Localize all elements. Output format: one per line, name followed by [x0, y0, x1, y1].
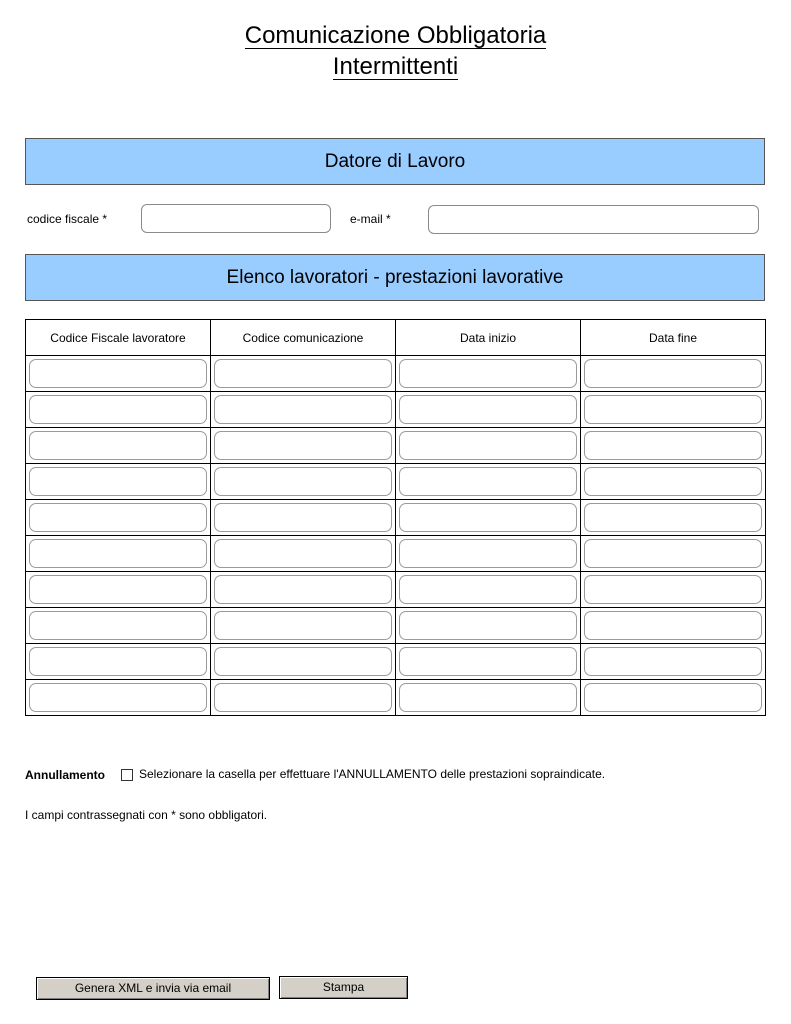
table-cell — [396, 392, 581, 428]
table-row — [26, 356, 766, 392]
start-date-input[interactable] — [399, 431, 577, 460]
table-row — [26, 644, 766, 680]
end-date-input[interactable] — [584, 359, 762, 388]
start-date-input[interactable] — [399, 467, 577, 496]
table-cell — [396, 536, 581, 572]
table-cell — [396, 572, 581, 608]
communication-code-input[interactable] — [214, 467, 392, 496]
communication-code-input[interactable] — [214, 647, 392, 676]
fiscal-code-input[interactable] — [141, 204, 331, 233]
worker-fiscal-code-input[interactable] — [29, 647, 207, 676]
worker-fiscal-code-input[interactable] — [29, 467, 207, 496]
title-line-1: Comunicazione Obbligatoria — [244, 22, 547, 49]
email-label: e-mail * — [350, 212, 391, 226]
table-cell — [581, 608, 766, 644]
start-date-input[interactable] — [399, 647, 577, 676]
worker-fiscal-code-input[interactable] — [29, 611, 207, 640]
table-row — [26, 428, 766, 464]
table-cell — [581, 392, 766, 428]
table-cell — [211, 572, 396, 608]
table-cell — [396, 608, 581, 644]
table-row — [26, 392, 766, 428]
communication-code-input[interactable] — [214, 395, 392, 424]
table-cell — [26, 680, 211, 716]
end-date-input[interactable] — [584, 575, 762, 604]
communication-code-input[interactable] — [214, 431, 392, 460]
table-cell — [26, 536, 211, 572]
column-header-start-date: Data inizio — [396, 320, 581, 356]
table-cell — [26, 464, 211, 500]
worker-fiscal-code-input[interactable] — [29, 395, 207, 424]
workers-section-header: Elenco lavoratori - prestazioni lavorative — [25, 254, 765, 301]
table-row — [26, 680, 766, 716]
table-cell — [211, 464, 396, 500]
end-date-input[interactable] — [584, 647, 762, 676]
table-cell — [26, 392, 211, 428]
end-date-input[interactable] — [584, 503, 762, 532]
table-row — [26, 464, 766, 500]
worker-fiscal-code-input[interactable] — [29, 431, 207, 460]
table-cell — [211, 644, 396, 680]
table-cell — [581, 428, 766, 464]
end-date-input[interactable] — [584, 683, 762, 712]
column-header-end-date: Data fine — [581, 320, 766, 356]
end-date-input[interactable] — [584, 431, 762, 460]
table-cell — [581, 572, 766, 608]
table-cell — [396, 680, 581, 716]
end-date-input[interactable] — [584, 467, 762, 496]
page-title — [0, 20, 791, 82]
table-cell — [211, 680, 396, 716]
cancellation-label: Annullamento — [25, 768, 105, 782]
table-cell — [211, 392, 396, 428]
column-header-worker-fiscal-code: Codice Fiscale lavoratore — [26, 320, 211, 356]
worker-fiscal-code-input[interactable] — [29, 359, 207, 388]
table-cell — [26, 572, 211, 608]
cancellation-checkbox-text: Selezionare la casella per effettuare l'ANNULLAMENTO delle prestazioni sopraindicate. — [139, 767, 606, 781]
communication-code-input[interactable] — [214, 539, 392, 568]
table-cell — [581, 464, 766, 500]
end-date-input[interactable] — [584, 539, 762, 568]
start-date-input[interactable] — [399, 683, 577, 712]
start-date-input[interactable] — [399, 575, 577, 604]
table-cell — [396, 428, 581, 464]
start-date-input[interactable] — [399, 503, 577, 532]
worker-fiscal-code-input[interactable] — [29, 503, 207, 532]
table-cell — [26, 428, 211, 464]
start-date-input[interactable] — [399, 539, 577, 568]
workers-table-body — [26, 356, 766, 716]
communication-code-input[interactable] — [214, 683, 392, 712]
table-cell — [396, 464, 581, 500]
generate-xml-button[interactable]: Genera XML e invia via email — [36, 977, 270, 1000]
table-cell — [211, 428, 396, 464]
table-row — [26, 500, 766, 536]
table-cell — [211, 500, 396, 536]
table-cell — [396, 356, 581, 392]
table-row — [26, 572, 766, 608]
print-button[interactable]: Stampa — [279, 976, 408, 999]
column-header-communication-code: Codice comunicazione — [211, 320, 396, 356]
workers-table — [25, 319, 766, 716]
required-fields-note: I campi contrassegnati con * sono obbligatori. — [25, 808, 268, 822]
table-cell — [581, 680, 766, 716]
table-cell — [211, 608, 396, 644]
communication-code-input[interactable] — [214, 359, 392, 388]
email-input[interactable] — [428, 205, 759, 234]
table-cell — [26, 608, 211, 644]
fiscal-code-label: codice fiscale * — [27, 212, 108, 226]
worker-fiscal-code-input[interactable] — [29, 683, 207, 712]
worker-fiscal-code-input[interactable] — [29, 575, 207, 604]
table-row — [26, 608, 766, 644]
table-cell — [211, 356, 396, 392]
table-cell — [26, 500, 211, 536]
table-cell — [26, 356, 211, 392]
table-cell — [581, 356, 766, 392]
table-cell — [211, 536, 396, 572]
table-cell — [581, 500, 766, 536]
start-date-input[interactable] — [399, 611, 577, 640]
end-date-input[interactable] — [584, 395, 762, 424]
table-cell — [396, 644, 581, 680]
worker-fiscal-code-input[interactable] — [29, 539, 207, 568]
start-date-input[interactable] — [399, 359, 577, 388]
employer-section-header: Datore di Lavoro — [25, 138, 765, 185]
table-row — [26, 536, 766, 572]
cancellation-checkbox[interactable] — [121, 769, 133, 781]
table-cell — [26, 644, 211, 680]
table-header-row — [26, 320, 766, 356]
communication-code-input[interactable] — [214, 503, 392, 532]
title-line-2: Intermittenti — [332, 53, 459, 80]
table-cell — [581, 536, 766, 572]
communication-code-input[interactable] — [214, 611, 392, 640]
end-date-input[interactable] — [584, 611, 762, 640]
table-cell — [396, 500, 581, 536]
start-date-input[interactable] — [399, 395, 577, 424]
communication-code-input[interactable] — [214, 575, 392, 604]
table-cell — [581, 644, 766, 680]
